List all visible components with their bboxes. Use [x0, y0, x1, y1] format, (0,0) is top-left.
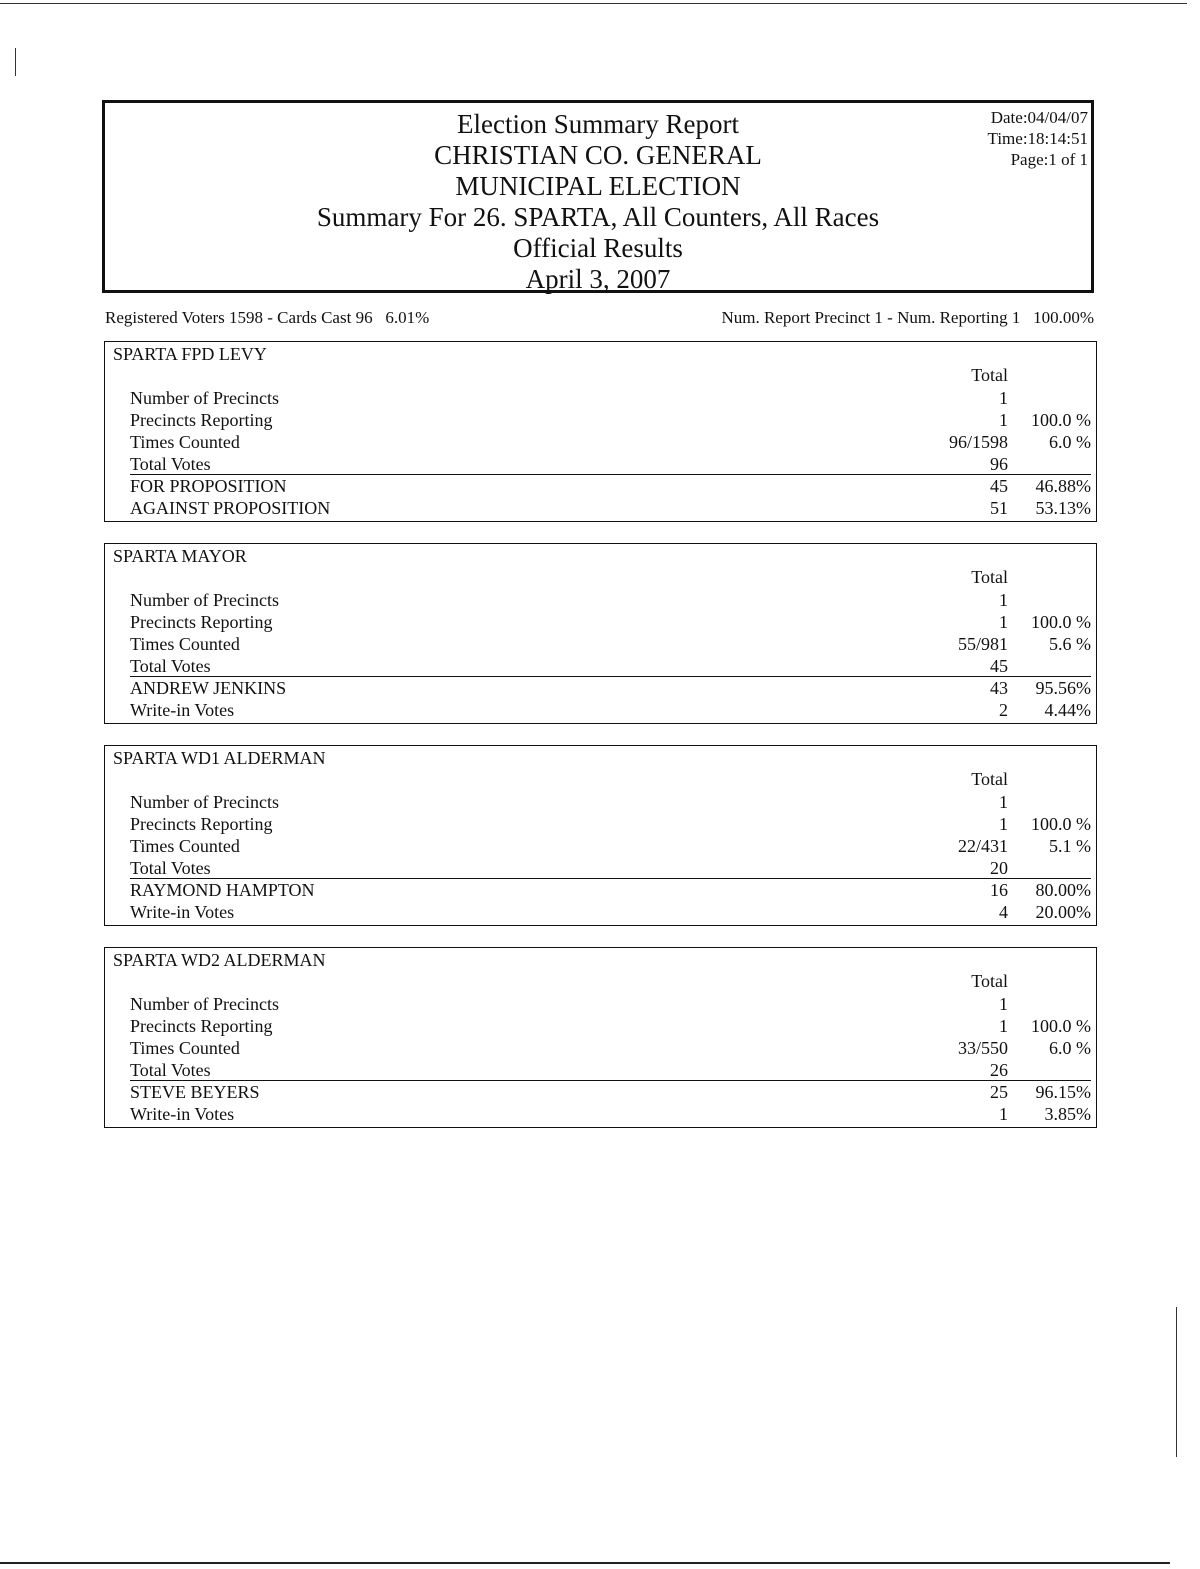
row-label: FOR PROPOSITION: [130, 476, 287, 496]
row-percent: 96.15%: [1035, 1082, 1091, 1102]
stat-row: [105, 387, 1096, 409]
title-line: Election Summary Report: [457, 109, 739, 139]
precinct-reporting-summary: Num. Report Precinct 1 - Num. Reporting 1 100.00%: [721, 308, 1094, 327]
row-value: 1: [999, 1104, 1008, 1124]
row-label: Times Counted: [130, 432, 240, 452]
row-label: Number of Precincts: [130, 590, 279, 610]
row-value: 1: [999, 994, 1008, 1014]
race-title: SPARTA FPD LEVY: [113, 344, 267, 364]
report-meta: [988, 107, 1088, 170]
row-value: 20: [990, 858, 1008, 878]
row-label: AGAINST PROPOSITION: [130, 498, 331, 518]
row-label: Total Votes: [130, 1060, 211, 1080]
row-label: Precincts Reporting: [130, 410, 273, 430]
row-percent: 95.56%: [1035, 678, 1091, 698]
stat-row: [105, 835, 1096, 857]
row-label: Number of Precincts: [130, 994, 279, 1014]
stat-row: [105, 791, 1096, 813]
row-label: Times Counted: [130, 634, 240, 654]
row-label: Times Counted: [130, 1038, 240, 1058]
row-percent: 5.6 %: [1049, 634, 1091, 654]
race-box: [104, 341, 1097, 522]
row-value: 43: [990, 678, 1008, 698]
candidate-row: [105, 475, 1096, 497]
candidate-row: [105, 901, 1096, 923]
race-box: [104, 947, 1097, 1128]
stat-row: [105, 633, 1096, 655]
row-value: 45: [990, 476, 1008, 496]
stat-row: [105, 589, 1096, 611]
row-percent: 100.0 %: [1031, 814, 1091, 834]
race-title: SPARTA WD1 ALDERMAN: [113, 748, 326, 768]
row-value: 4: [999, 902, 1008, 922]
row-percent: 20.00%: [1035, 902, 1091, 922]
report-header: [102, 100, 1094, 293]
row-label: Times Counted: [130, 836, 240, 856]
total-column-header: Total: [971, 567, 1008, 587]
race-title: SPARTA WD2 ALDERMAN: [113, 950, 326, 970]
stat-row: [105, 453, 1096, 475]
row-value: 51: [990, 498, 1008, 518]
scan-edge-top: [0, 3, 1187, 4]
row-value: 96: [990, 454, 1008, 474]
row-value: 45: [990, 656, 1008, 676]
row-percent: 100.0 %: [1031, 410, 1091, 430]
row-label: Write-in Votes: [130, 700, 235, 720]
row-percent: 53.13%: [1035, 498, 1091, 518]
title-line: April 3, 2007: [525, 264, 671, 294]
report-title: [105, 109, 1091, 295]
row-label: Precincts Reporting: [130, 1016, 273, 1036]
row-value: 25: [990, 1082, 1008, 1102]
row-label: ANDREW JENKINS: [130, 678, 287, 698]
candidate-row: [105, 699, 1096, 721]
candidate-row: [105, 677, 1096, 699]
row-percent: 46.88%: [1035, 476, 1091, 496]
stat-row: [105, 813, 1096, 835]
title-line: MUNICIPAL ELECTION: [455, 171, 741, 201]
row-value: 1: [999, 792, 1008, 812]
stat-row: [105, 611, 1096, 633]
row-label: Total Votes: [130, 858, 211, 878]
scan-edge-bottom: [0, 1562, 1170, 1564]
stat-row: [105, 857, 1096, 879]
race-box: [104, 745, 1097, 926]
scan-edge-left: [15, 48, 16, 76]
row-value: 55/981: [957, 634, 1008, 654]
row-percent: 6.0 %: [1049, 1038, 1091, 1058]
row-percent: 80.00%: [1035, 880, 1091, 900]
stat-row: [105, 1037, 1096, 1059]
candidate-row: [105, 879, 1096, 901]
row-label: Write-in Votes: [130, 902, 235, 922]
report-time: Time:18:14:51: [987, 129, 1088, 148]
row-percent: 6.0 %: [1049, 432, 1091, 452]
row-label: STEVE BEYERS: [130, 1082, 260, 1102]
row-value: 1: [999, 814, 1008, 834]
total-column-header: Total: [971, 365, 1008, 385]
row-value: 16: [990, 880, 1008, 900]
row-value: 1: [999, 612, 1008, 632]
report-page: Page:1 of 1: [1010, 150, 1088, 169]
stat-row: [105, 655, 1096, 677]
row-label: Number of Precincts: [130, 792, 279, 812]
candidate-row: [105, 1081, 1096, 1103]
row-percent: 3.85%: [1044, 1104, 1091, 1124]
row-percent: 100.0 %: [1031, 612, 1091, 632]
row-label: Write-in Votes: [130, 1104, 235, 1124]
row-value: 1: [999, 410, 1008, 430]
title-line: Official Results: [513, 233, 683, 263]
row-label: Number of Precincts: [130, 388, 279, 408]
row-percent: 4.44%: [1044, 700, 1091, 720]
stat-row: [105, 1015, 1096, 1037]
total-column-header: Total: [971, 769, 1008, 789]
row-label: Total Votes: [130, 656, 211, 676]
total-column-header: Total: [971, 971, 1008, 991]
row-value: 2: [999, 700, 1008, 720]
candidate-row: [105, 1103, 1096, 1125]
race-box: [104, 543, 1097, 724]
title-line: CHRISTIAN CO. GENERAL: [434, 140, 762, 170]
row-percent: 100.0 %: [1031, 1016, 1091, 1036]
stat-row: [105, 409, 1096, 431]
row-value: 22/431: [957, 836, 1008, 856]
candidate-row: [105, 497, 1096, 519]
row-value: 96/1598: [948, 432, 1008, 452]
report-date: Date:04/04/07: [990, 108, 1088, 127]
row-label: Total Votes: [130, 454, 211, 474]
row-label: RAYMOND HAMPTON: [130, 880, 315, 900]
row-percent: 5.1 %: [1049, 836, 1091, 856]
title-line: Summary For 26. SPARTA, All Counters, All Races: [316, 202, 880, 232]
stat-row: [105, 1059, 1096, 1081]
registered-voters-summary: Registered Voters 1598 - Cards Cast 96 6.01%: [105, 308, 430, 327]
row-label: Precincts Reporting: [130, 814, 273, 834]
scan-edge-right: [1176, 1307, 1177, 1457]
row-value: 1: [999, 388, 1008, 408]
row-value: 33/550: [957, 1038, 1008, 1058]
race-title: SPARTA MAYOR: [113, 546, 247, 566]
row-value: 1: [999, 590, 1008, 610]
row-value: 26: [990, 1060, 1008, 1080]
row-label: Precincts Reporting: [130, 612, 273, 632]
row-value: 1: [999, 1016, 1008, 1036]
stat-row: [105, 431, 1096, 453]
stat-row: [105, 993, 1096, 1015]
